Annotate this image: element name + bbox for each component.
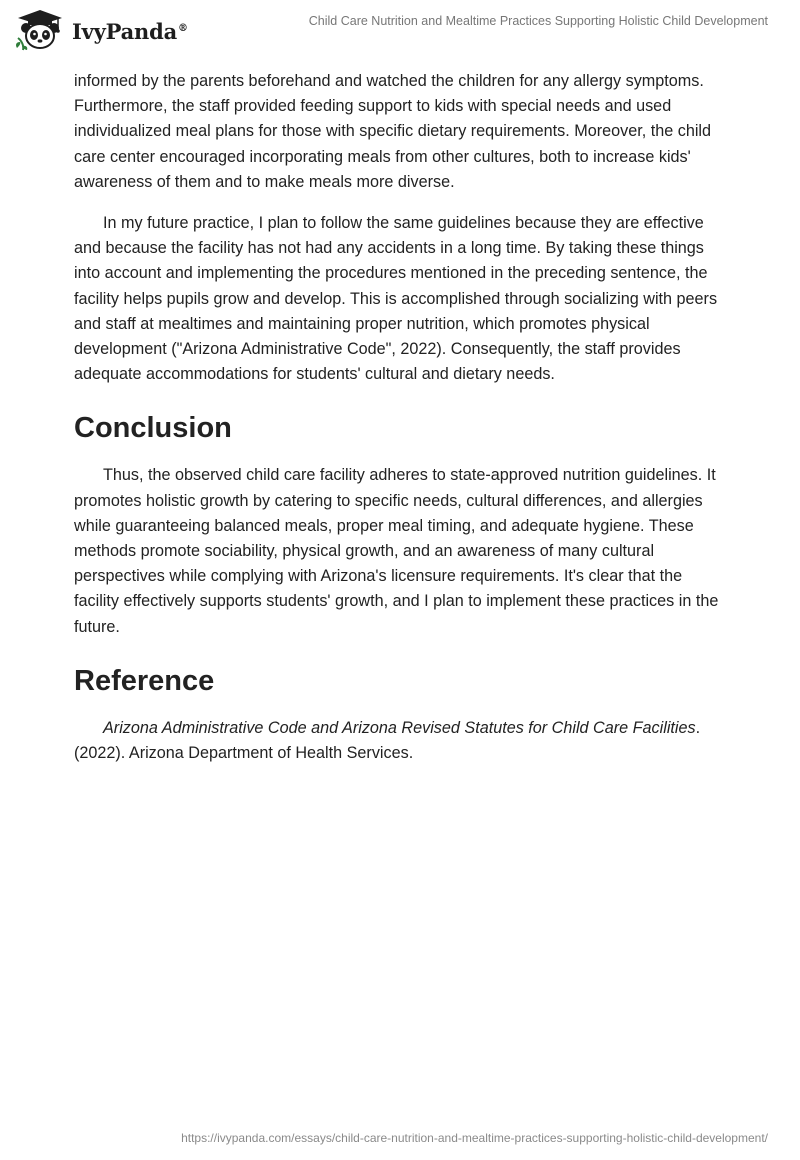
- logo-wordmark: IvyPanda®: [72, 18, 188, 44]
- document-title: Child Care Nutrition and Mealtime Practices Supporting Holistic Child Development: [308, 14, 768, 28]
- panda-graduate-icon: [14, 8, 66, 52]
- reference-entry: [74, 716, 730, 766]
- conclusion-paragraph: Thus, the observed child care facility adheres to state-approved nutrition guidelines. It promotes holistic growth by catering to specific needs, cultural differences, and allergies while guaranteeing balanced meals, proper meal timing, and adequate hygiene. These methods promote sociability, physical growth, and an awareness of many cultural perspectives while complying with Arizona's licensure requirements. It's clear that the facility effectively supports students' growth, and I plan to implement these practices in the future.: [74, 466, 719, 636]
- registered-mark: ®: [178, 22, 188, 34]
- body-paragraph-future-practice: In my future practice, I plan to follow the same guidelines because they are effective and because the facility has not had any accidents in a long time. By taking these things into account and implementing the procedures mentioned in the preceding sentence, the facility helps pupils grow and develop. This is accomplished through socializing with peers and staff at mealtimes and maintaining proper nutrition, which promotes physical development ("Arizona Administrative Code", 2022). Consequently, the staff provides adequate accommodations for students' cultural and dietary needs.: [74, 214, 718, 384]
- essay-content: [74, 69, 730, 766]
- conclusion-heading: Conclusion: [74, 412, 232, 445]
- reference-details: . (2022). Arizona Department of Health Services.: [74, 718, 701, 763]
- ivypanda-logo[interactable]: [14, 8, 188, 52]
- body-paragraph-continued: informed by the parents beforehand and watched the children for any allergy symptoms. Furthermore, the staff provided feeding support to kids with special needs and used individualized meal plans for those with specific dietary requirements. Moreover, the child care center encouraged incorporating meals from other cultures, both to increase kids' awareness of them and to make meals more diverse.: [74, 72, 712, 191]
- reference-heading: Reference: [74, 664, 215, 697]
- page-header: [0, 0, 800, 60]
- footer-url[interactable]: https://ivypanda.com/essays/child-care-nutrition-and-mealtime-practices-supporting-holistic-child-development/: [181, 1131, 768, 1145]
- reference-title: Arizona Administrative Code and Arizona Revised Statutes for Child Care Facilities: [103, 718, 696, 737]
